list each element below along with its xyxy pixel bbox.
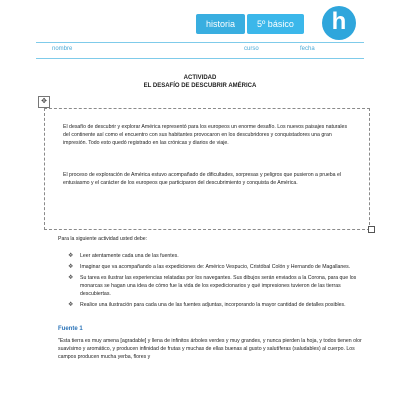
source-1-text: "Esta tierra es muy amena [agradable] y llena de infinitos árboles verdes y muy grandes, y nunca pierden la hoja, y todos tienen olor suavísimo y aromático, y producen infinidad de frutas y muchas de ellas buenas al gusto y salutíferas (saludables) al cuerpo. Los campos producen mucha yerba, flores y bbox=[58, 338, 362, 360]
activity-kind: ACTIVIDAD bbox=[183, 75, 217, 81]
resize-handle[interactable] bbox=[368, 226, 375, 233]
header-tabs bbox=[196, 14, 304, 34]
list-item: ❖ Leer atentamente cada una de las fuentes. bbox=[68, 252, 364, 260]
activity-title: EL DESAFÍO DE DESCUBRIR AMÉRICA bbox=[143, 83, 257, 89]
name-label: nombre bbox=[52, 46, 73, 52]
instructions-intro: Para la siguiente actividad usted debe: bbox=[58, 236, 148, 242]
intro-text-box bbox=[44, 108, 370, 230]
grade-tab: 5º básico bbox=[247, 14, 304, 34]
intro-paragraph-1: El desafío de descubrir y explorar América representó para los europeos un enorme desafío. Los nuevos paisajes naturales del continente así como el encuentro con sus habitantes provocaron en los descubridores y conquistadores una gran impresión. Todo esto quedó registrado en las crónicas y diarios de viaje. bbox=[63, 124, 348, 146]
instructions-list bbox=[68, 252, 364, 312]
subject-tab: historia bbox=[196, 14, 245, 34]
student-fields bbox=[52, 46, 364, 58]
bottom-rule bbox=[36, 58, 364, 59]
list-item: ❖ Su tarea es ilustrar las experiencias relatadas por los navegantes. Sus dibujos serán enviados a la Corona, para que los monarcas se hagan una idea de cómo fue la vida de los expedicionarios y qué impresiones tuvieron de las tierras descubiertas. bbox=[68, 274, 364, 298]
top-rule bbox=[36, 42, 364, 43]
activity-titles bbox=[0, 74, 400, 90]
list-item: ❖ Imaginar que va acompañando a las expediciones de: Américo Vespucio, Cristóbal Colón y Hernando de Magallanes. bbox=[68, 263, 364, 271]
date-label: fecha bbox=[300, 46, 315, 52]
intro-paragraph-2: El proceso de exploración de América estuvo acompañado de dificultades, sorpresas y peligros que pusieron a prueba el entusiasmo y el carácter de los europeos que participaron del descubrimiento y conquista de América. bbox=[63, 172, 341, 186]
list-item: ❖ Realice una ilustración para cada una de las fuentes adjuntas, incorporando la mayor cantidad de detalles posibles. bbox=[68, 301, 364, 309]
course-label: curso bbox=[244, 46, 259, 52]
logo: h bbox=[322, 6, 356, 40]
source-1-title: Fuente 1 bbox=[58, 326, 83, 332]
move-handle-icon[interactable]: ✥ bbox=[38, 96, 50, 108]
